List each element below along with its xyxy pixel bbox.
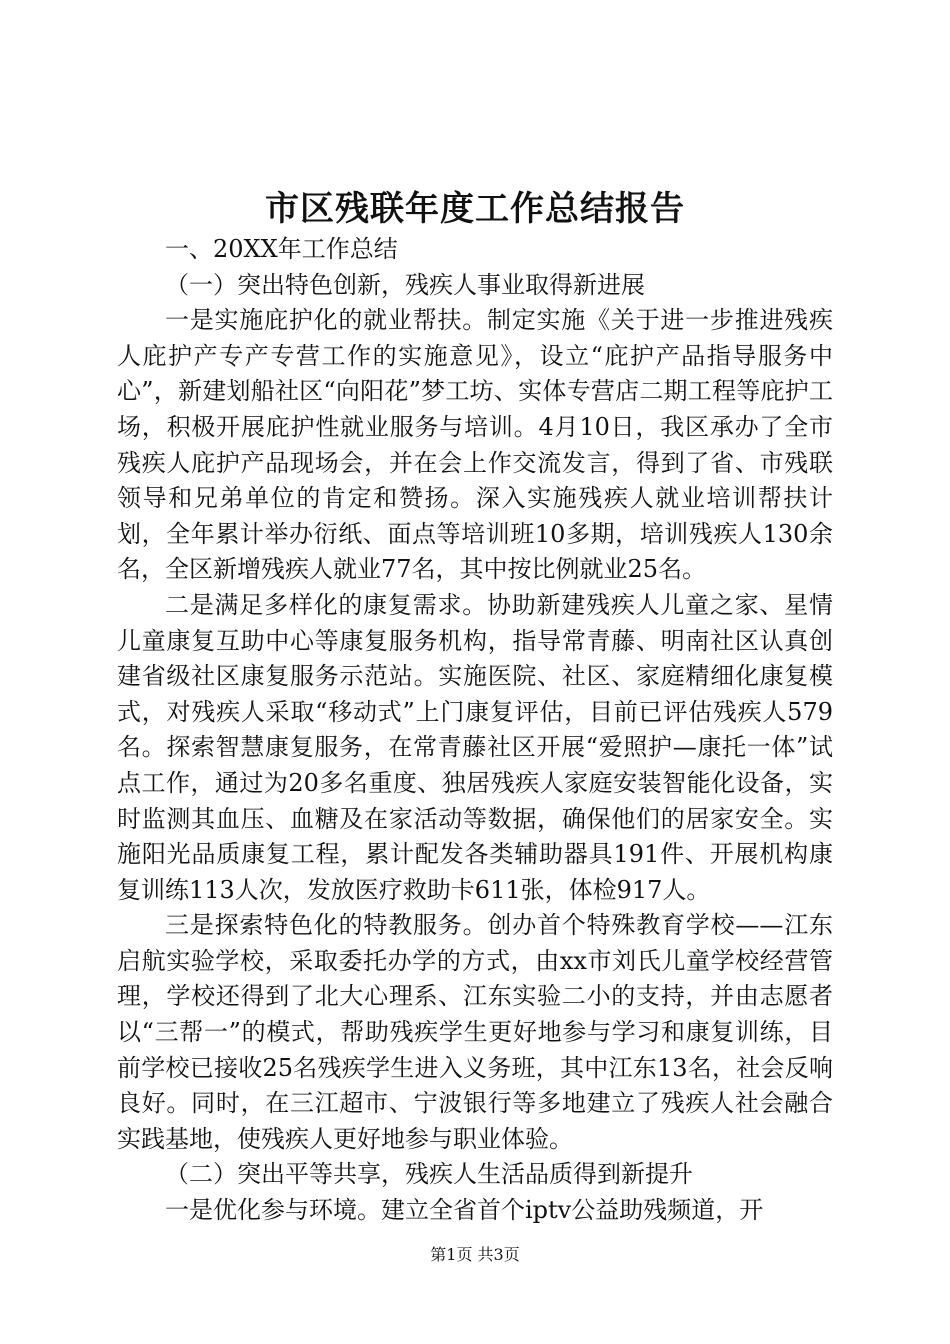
paragraph: 三是探索特色化的特教服务。创办首个特殊教育学校——江东启航实验学校，采取委托办学的方式，由xx市刘氏儿童学校经营管理，学校还得到了北大心理系、江东实验二小的支持，并由志愿者以“三帮一”的模式，帮助残疾学生更好地参与学习和康复训练，目前学校已接收25名残疾学生进入义务班，其中江东13名，社会反响良好。同时，在三江超市、宁波银行等多地建立了残疾人社会融合实践基地，使残疾人更好地参与职业体验。 xyxy=(117,911,833,1153)
document-title: 市区残联年度工作总结报告 xyxy=(265,189,685,229)
paragraph: 二是满足多样化的康复需求。协助新建残疾人儿童之家、星情儿童康复互助中心等康复服务机构，指导常青藤、明南社区认真创建省级社区康复服务示范站。实施医院、社区、家庭精细化康复模式，对残疾人采取“移动式”上门康复评估，目前已评估残疾人579名。探索智慧康复服务，在常青藤社区开展“爱照护—康托一体”试点工作，通过为20多名重度、独居残疾人家庭安装智能化设备，实时监测其血压、血糖及在家活动等数据，确保他们的居家安全。实施阳光品质康复工程，累计配发各类辅助器具191件、开展机构康复训练113人次，发放医疗救助卡611张，体检917人。 xyxy=(117,590,833,904)
paragraph: 一是实施庇护化的就业帮扶。制定实施《关于进一步推进残疾人庇护产专产专营工作的实施意见》，设立“庇护产品指导服务中心”，新建划船社区“向阳花”梦工坊、实体专营店二期工程等庇护工场，积极开展庇护性就业服务与培训。4月10日，我区承办了全市残疾人庇护产品现场会，并在会上作交流发言，得到了省、市残联领导和兄弟单位的肯定和赞扬。深入实施残疾人就业培训帮扶计划，全年累计举办衍纸、面点等培训班10多期，培训残疾人130余名，全区新增残疾人就业77名，其中按比例就业25名。 xyxy=(117,306,833,584)
subsection-heading: （一）突出特色创新，残疾人事业取得新进展 xyxy=(165,270,645,299)
page-footer: 第1页 共3页 xyxy=(430,1245,520,1264)
section-heading: 一、20XX年工作总结 xyxy=(165,235,398,263)
paragraph: 一是优化参与环境。建立全省首个iptv公益助残频道，开 xyxy=(165,1196,764,1225)
subsection-heading: （二）突出平等共享，残疾人生活品质得到新提升 xyxy=(165,1160,693,1189)
document-body xyxy=(117,232,833,1229)
